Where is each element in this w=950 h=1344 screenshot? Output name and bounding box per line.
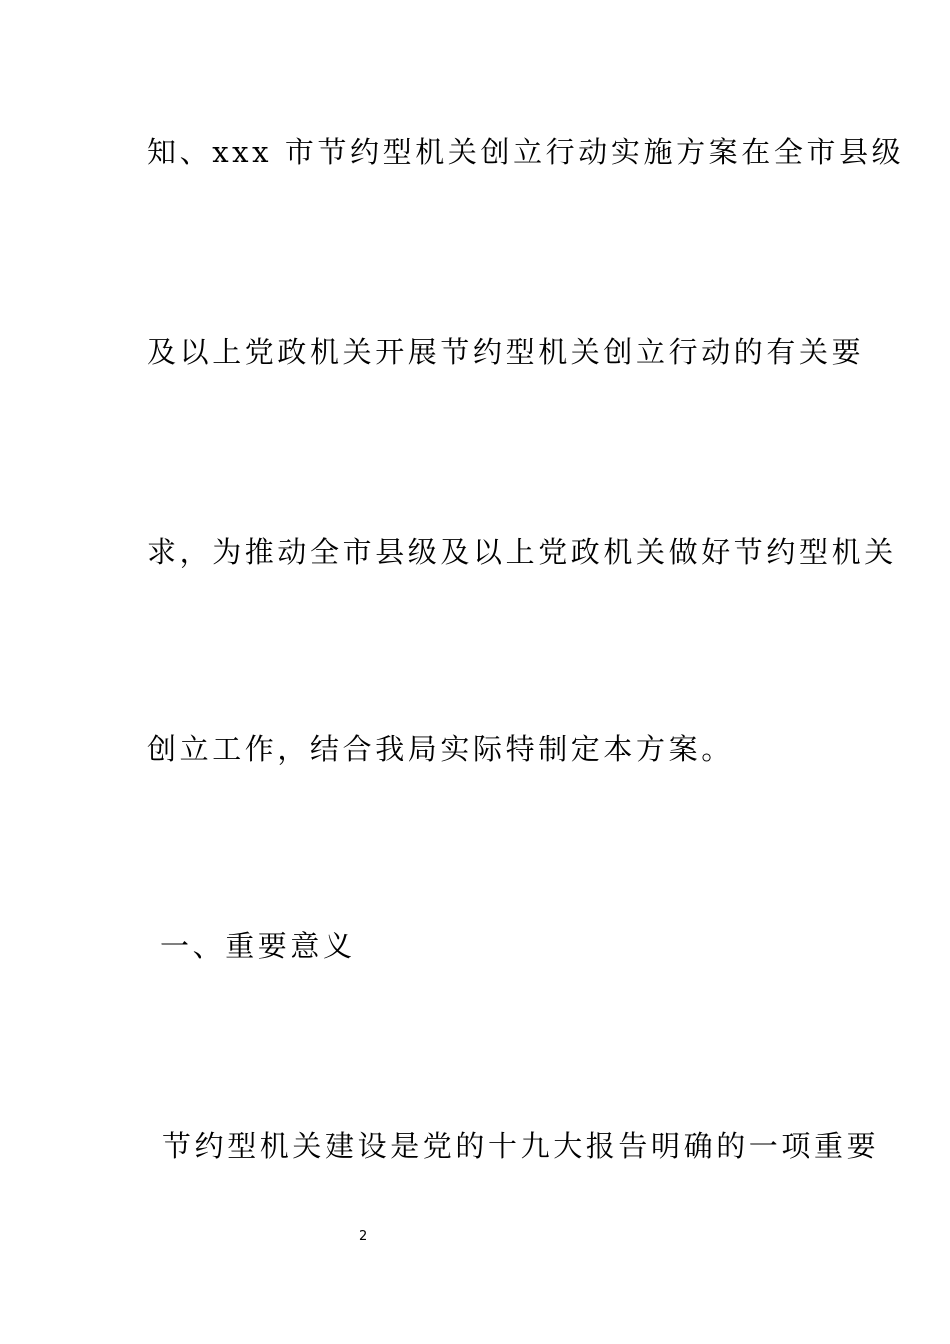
body-line: 求，为推动全市县级及以上党政机关做好节约型机关 [147, 535, 897, 569]
section-heading: 一、重要意义 [160, 929, 356, 963]
body-line: 及以上党政机关开展节约型机关创立行动的有关要 [147, 335, 865, 369]
body-line: 知、xxx 市节约型机关创立行动实施方案在全市县级 [147, 135, 905, 169]
page-number: 2 [359, 1229, 368, 1244]
body-line: 创立工作，结合我局实际特制定本方案。 [147, 732, 734, 766]
body-line: 节约型机关建设是党的十九大报告明确的一项重要 [162, 1129, 880, 1163]
